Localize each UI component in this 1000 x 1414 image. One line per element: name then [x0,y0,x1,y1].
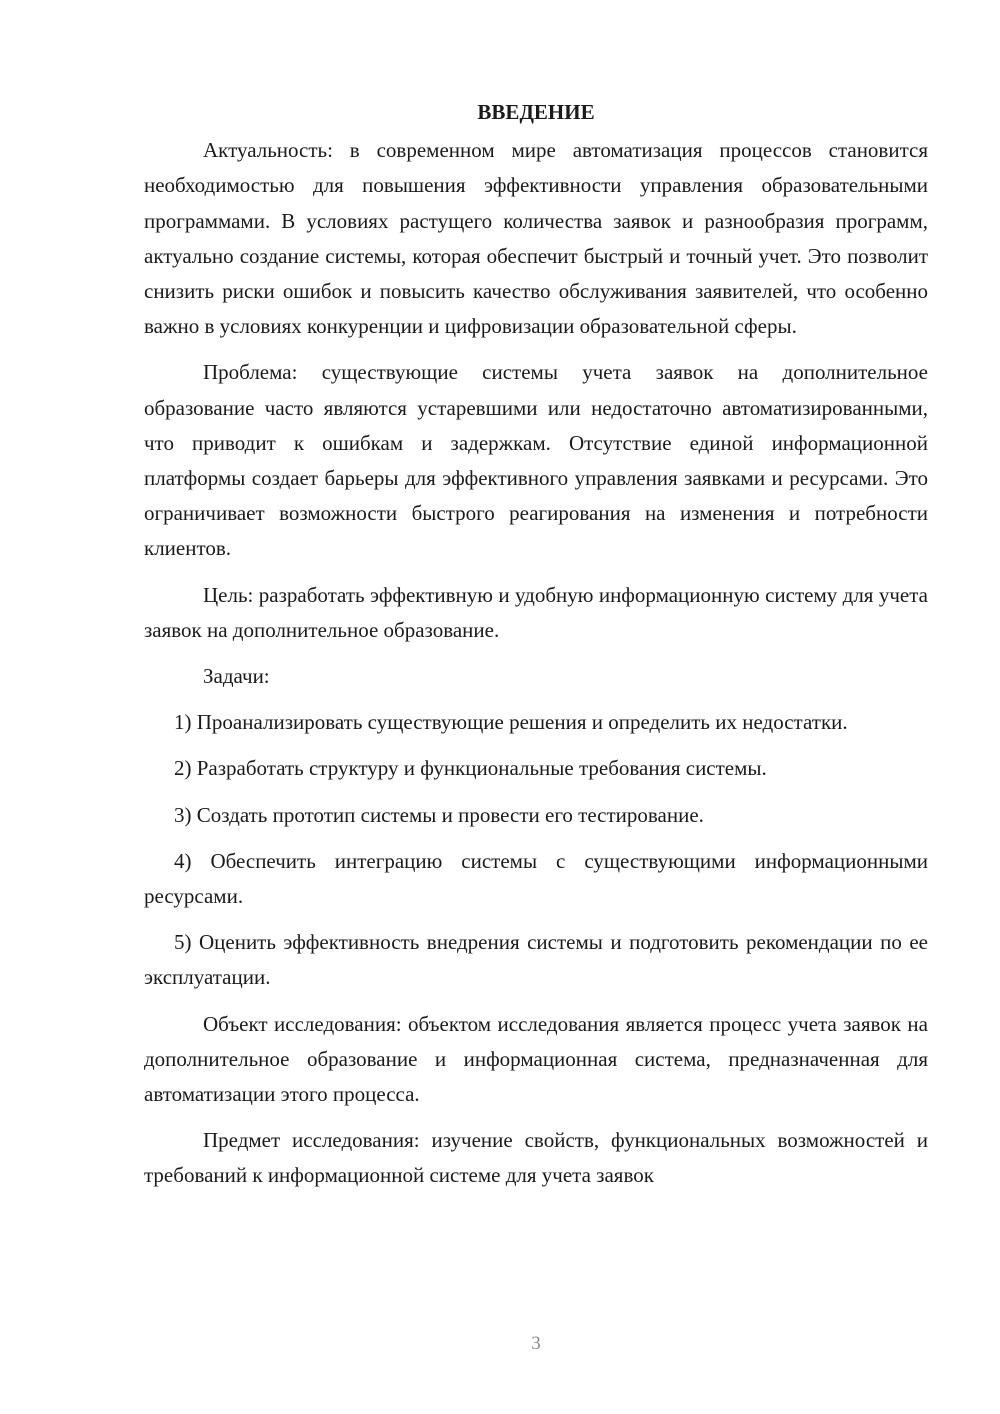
task-item-2: 2) Разработать структуру и функциональные требования системы. [174,756,767,781]
paragraph-tasks-heading: Задачи: [203,664,270,689]
paragraph-relevance: Актуальность: в современном мире автоматизация процессов становится необходимостью для повышения эффективности управления образовательными программами. В условиях растущего количества заявок и разнообразия программ, актуально создание системы, которая обеспечит быстрый и точный учет. Это позволит снизить риски ошибок и повысить качество обслуживания заявителей, что особенно важно в условиях конкуренции и цифровизации образовательной сферы. [144,138,928,339]
paragraph-problem: Проблема: существующие системы учета заявок на дополнительное образование часто являются устаревшими или недостаточно автоматизированными, что приводит к ошибкам и задержкам. Отсутствие единой информационной платформы создает барьеры для эффективного управления заявками и ресурсами. Это ограничивает возможности быстрого реагирования на изменения и потребности клиентов. [144,360,928,561]
page-number: 3 [531,1333,541,1354]
task-item-3: 3) Создать прототип системы и провести его тестирование. [174,802,704,827]
task-item-4: 4) Обеспечить интеграцию системы с существующими информационными ресурсами. [144,848,928,909]
paragraph-subject: Предмет исследования: изучение свойств, функциональных возможностей и требований к информационной системе для учета заявок [144,1128,928,1188]
paragraph-object: Объект исследования: объектом исследования является процесс учета заявок на дополнительное образование и информационная система, предназначенная для автоматизации этого процесса. [144,1011,928,1107]
paragraph-goal: Цель: разработать эффективную и удобную информационную систему для учета заявок на дополнительное образование. [144,582,928,642]
page-body [144,95,928,1205]
task-item-5: 5) Оценить эффективность внедрения системы и подготовить рекомендации по ее эксплуатации. [144,930,928,990]
task-item-1: 1) Проанализировать существующие решения и определить их недостатки. [174,710,848,735]
section-title: ВВЕДЕНИЕ [477,100,595,124]
